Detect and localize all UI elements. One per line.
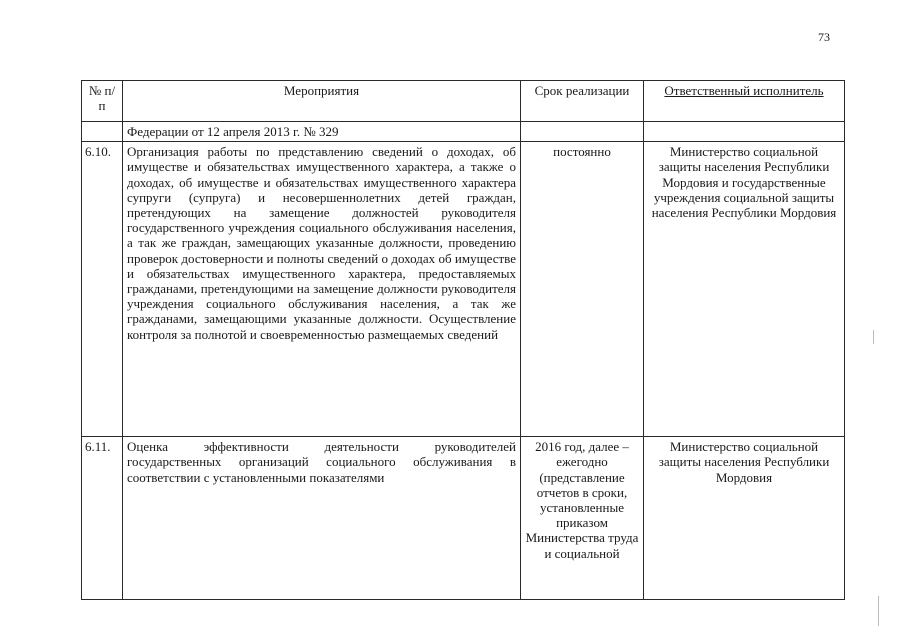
table-row	[82, 142, 845, 437]
row-activity: Оценка эффективности деятельности руководителей государственных организаций социального обслуживания в соответствии с установленными показателями	[123, 437, 521, 600]
continuation-responsible-cell	[644, 122, 845, 142]
scan-artifact	[878, 596, 879, 626]
table-row	[82, 437, 845, 600]
page-number: 73	[818, 30, 830, 44]
continuation-row	[82, 122, 845, 142]
continuation-text: Федерации от 12 апреля 2013 г. № 329	[123, 122, 521, 142]
scan-artifact	[873, 330, 874, 344]
row-responsible: Министерство социальной защиты населения Республики Мордовия и государственные учреждения социальной защиты населения Республики Мордовия	[644, 142, 845, 437]
header-responsible: Ответственный исполнитель	[644, 81, 845, 122]
row-num: 6.11.	[82, 437, 123, 600]
header-term: Срок реализации	[521, 81, 644, 122]
table-header-row	[82, 81, 845, 122]
continuation-term-cell	[521, 122, 644, 142]
row-responsible: Министерство социальной защиты населения Республики Мордовия	[644, 437, 845, 600]
header-activity: Мероприятия	[123, 81, 521, 122]
row-num: 6.10.	[82, 142, 123, 437]
header-num: № п/п	[82, 81, 123, 122]
measures-table	[81, 80, 845, 600]
row-term: 2016 год, далее – ежегодно (представление отчетов в сроки, установленные приказом Министерства труда и социальной	[521, 437, 644, 600]
continuation-num-cell	[82, 122, 123, 142]
row-term: постоянно	[521, 142, 644, 437]
row-activity: Организация работы по представлению сведений о доходах, об имуществе и обязательствах имущественного характера, а также о доходах, об имуществе и обязательствах имущественного характера супруги (супруга) и несовершеннолетних детей граждан, претендующих на замещение должностей руководителя государственного учреждения социального обслуживания населения, а так же граждан, замещающих указанные должности, проведению проверок достоверности и полноты сведений о доходах об имуществе и обязательствах имущественного характера, предоставляемых гражданами, претендующими на замещение должности руководителя учреждения социального обслуживания населения, а так же гражданами, замещающими указанные должности. Осуществление контроля за полнотой и своевременностью размещаемых сведений	[123, 142, 521, 437]
